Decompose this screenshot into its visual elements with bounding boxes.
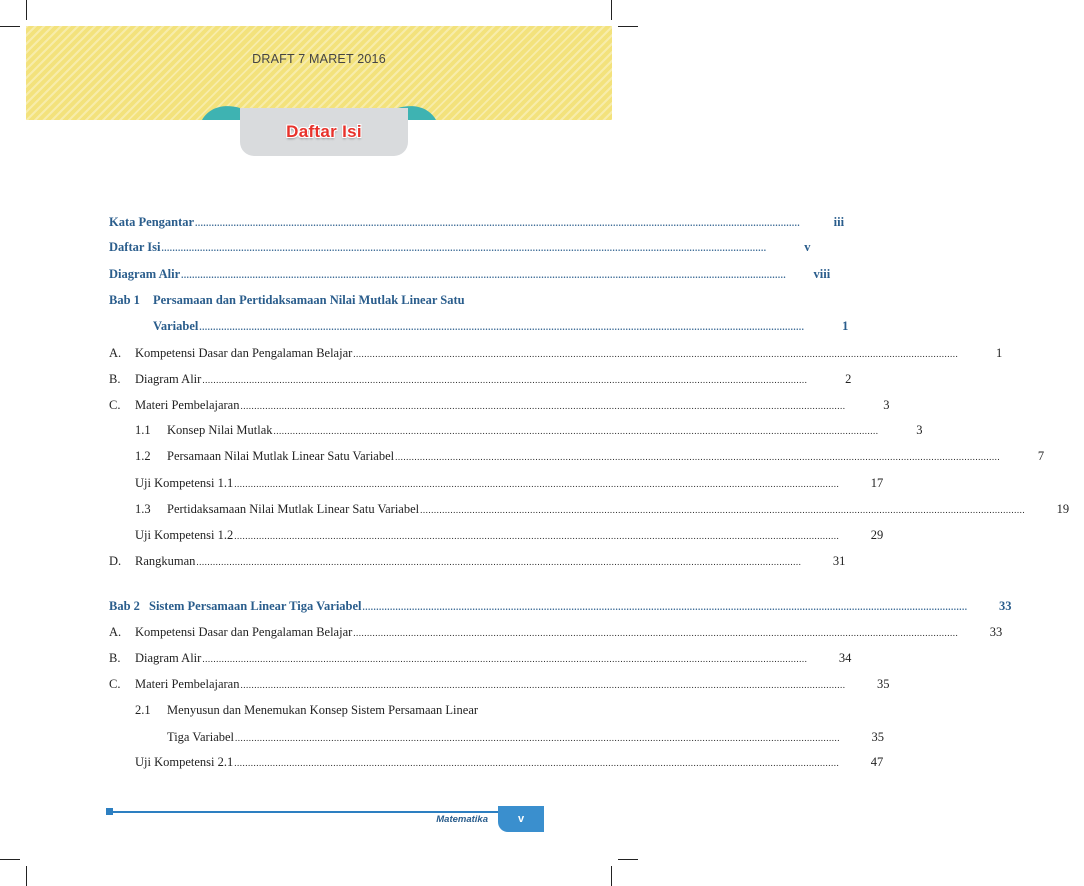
- toc-entry-label: A.: [109, 346, 122, 360]
- toc-leader: ............................................................................................................................................................................................................................: [395, 452, 1001, 462]
- toc-entry-title: Variabel: [153, 319, 199, 333]
- toc-entry-page: 35: [871, 730, 885, 744]
- toc-entry-title: Diagram Alir: [135, 372, 202, 386]
- toc-entry[interactable]: [109, 319, 849, 339]
- toc-entry-title: Diagram Alir: [135, 651, 202, 665]
- toc-entry-page: 34: [838, 651, 852, 665]
- toc-entry-title: Persamaan dan Pertidaksamaan Nilai Mutlak Linear Satu: [153, 293, 465, 307]
- toc-entry[interactable]: [109, 398, 890, 418]
- toc-entry-page: 47: [870, 755, 884, 769]
- draft-label: DRAFT 7 MARET 2016: [252, 52, 386, 66]
- toc-entry-title: Konsep Nilai Mutlak: [167, 423, 273, 437]
- toc-leader: ............................................................................................................................................................................................................................: [181, 270, 787, 280]
- toc-entry-label: Bab 2: [109, 599, 140, 613]
- toc-entry-title: Menyusun dan Menemukan Konsep Sistem Persamaan Linear: [167, 703, 479, 717]
- toc-leader: ............................................................................................................................................................................................................................: [161, 243, 767, 253]
- page-number-badge: [498, 806, 544, 832]
- toc-entry-title: Materi Pembelajaran: [135, 398, 240, 412]
- toc-entry-page: 31: [832, 554, 846, 568]
- toc-entry-page: 19: [1056, 502, 1070, 516]
- toc-entry-page: 3: [883, 398, 890, 412]
- toc-leader: ............................................................................................................................................................................................................................: [199, 322, 805, 332]
- toc-entry[interactable]: [109, 293, 547, 313]
- toc-entry[interactable]: [109, 730, 885, 750]
- page-title: Daftar Isi: [286, 122, 362, 141]
- toc-entry[interactable]: [109, 625, 1003, 645]
- toc-entry-title: Tiga Variabel: [167, 730, 235, 744]
- crop-mark: [611, 866, 612, 886]
- toc-entry-page: 35: [876, 677, 890, 691]
- toc-entry-title: Kata Pengantar: [109, 215, 195, 229]
- toc-entry-label: B.: [109, 372, 121, 386]
- toc-entry-label: C.: [109, 677, 121, 691]
- toc-entry-page: 2: [845, 372, 852, 386]
- toc-entry-title: Daftar Isi: [109, 240, 161, 254]
- toc-leader: ............................................................................................................................................................................................................................: [353, 628, 959, 638]
- toc-leader: ............................................................................................................................................................................................................................: [234, 531, 840, 541]
- toc-entry[interactable]: [109, 267, 831, 287]
- toc-entry[interactable]: [109, 502, 1070, 522]
- toc-entry-page: 7: [1037, 449, 1045, 463]
- toc-leader: ............................................................................................................................................................................................................................: [196, 557, 802, 567]
- toc-leader: ............................................................................................................................................................................................................................: [202, 654, 808, 664]
- toc-entry[interactable]: [109, 554, 846, 574]
- toc-entry-title: Uji Kompetensi 2.1: [135, 755, 234, 769]
- toc-entry-page: 33: [999, 599, 1012, 613]
- toc-entry[interactable]: [109, 703, 547, 723]
- toc-entry-title: Pertidaksamaan Nilai Mutlak Linear Satu Variabel: [167, 502, 420, 516]
- toc-leader: ............................................................................................................................................................................................................................: [202, 375, 808, 385]
- toc-leader: ............................................................................................................................................................................................................................: [353, 349, 959, 359]
- toc-entry-label: 1.2: [135, 449, 151, 463]
- toc-entry[interactable]: [109, 755, 884, 775]
- toc-leader: ............................................................................................................................................................................................................................: [234, 758, 840, 768]
- toc-leader: ............................................................................................................................................................................................................................: [195, 218, 801, 228]
- toc-entry-page: 1: [842, 319, 849, 333]
- toc-entry[interactable]: [109, 449, 1045, 469]
- toc-entry-page: 17: [870, 476, 884, 490]
- toc-entry-label: B.: [109, 651, 121, 665]
- toc-entry[interactable]: [109, 423, 923, 443]
- toc-entry-page: 1: [996, 346, 1003, 360]
- toc-entry-title: Kompetensi Dasar dan Pengalaman Belajar: [135, 625, 353, 639]
- toc-entry-title: Sistem Persamaan Linear Tiga Variabel: [149, 599, 362, 613]
- toc-entry-page: iii: [833, 215, 845, 229]
- title-tab: [240, 108, 408, 156]
- toc-entry-page: 29: [870, 528, 884, 542]
- toc-leader: ............................................................................................................................................................................................................................: [420, 505, 1026, 515]
- toc-entry-page: 3: [916, 423, 923, 437]
- crop-mark: [26, 866, 27, 886]
- toc-entry[interactable]: [109, 651, 852, 671]
- toc-entry-title: Kompetensi Dasar dan Pengalaman Belajar: [135, 346, 353, 360]
- toc-entry-title: Diagram Alir: [109, 267, 181, 281]
- toc-entry-title: Rangkuman: [135, 554, 196, 568]
- footer-subject: Matematika: [436, 814, 488, 825]
- toc-entry[interactable]: [109, 372, 852, 392]
- crop-mark: [618, 859, 638, 860]
- toc-entry-title: Uji Kompetensi 1.2: [135, 528, 234, 542]
- toc-entry[interactable]: [109, 215, 845, 235]
- toc-entry-label: 1.3: [135, 502, 151, 516]
- page-number: v: [517, 813, 525, 825]
- toc-entry-page: v: [804, 240, 811, 254]
- toc-entry-page: viii: [813, 267, 831, 281]
- toc-entry-title: Persamaan Nilai Mutlak Linear Satu Variabel: [167, 449, 395, 463]
- crop-mark: [0, 859, 20, 860]
- toc-entry[interactable]: [109, 528, 884, 548]
- toc-leader: ............................................................................................................................................................................................................................: [234, 479, 840, 489]
- toc-entry[interactable]: [109, 240, 811, 260]
- toc-entry-title: Uji Kompetensi 1.1: [135, 476, 234, 490]
- toc-leader: ............................................................................................................................................................................................................................: [235, 733, 841, 743]
- toc-entry[interactable]: [109, 476, 884, 496]
- toc-entry-label: D.: [109, 554, 122, 568]
- toc-leader: ............................................................................................................................................................................................................................: [362, 602, 968, 612]
- toc-entry-label: C.: [109, 398, 121, 412]
- footer-rule: [112, 811, 498, 813]
- toc-entry-label: Bab 1: [109, 293, 140, 307]
- toc-entry-label: 1.1: [135, 423, 151, 437]
- toc-entry[interactable]: [109, 346, 1003, 366]
- toc-leader: ............................................................................................................................................................................................................................: [240, 680, 846, 690]
- toc-leader: ............................................................................................................................................................................................................................: [273, 426, 879, 436]
- toc-entry[interactable]: [109, 599, 1012, 619]
- toc-entry-label: A.: [109, 625, 122, 639]
- toc-entry-label: 2.1: [135, 703, 151, 717]
- toc-entry-page: 33: [989, 625, 1003, 639]
- toc-leader: ............................................................................................................................................................................................................................: [240, 401, 846, 411]
- toc-entry[interactable]: [109, 677, 890, 697]
- toc-entry-title: Materi Pembelajaran: [135, 677, 240, 691]
